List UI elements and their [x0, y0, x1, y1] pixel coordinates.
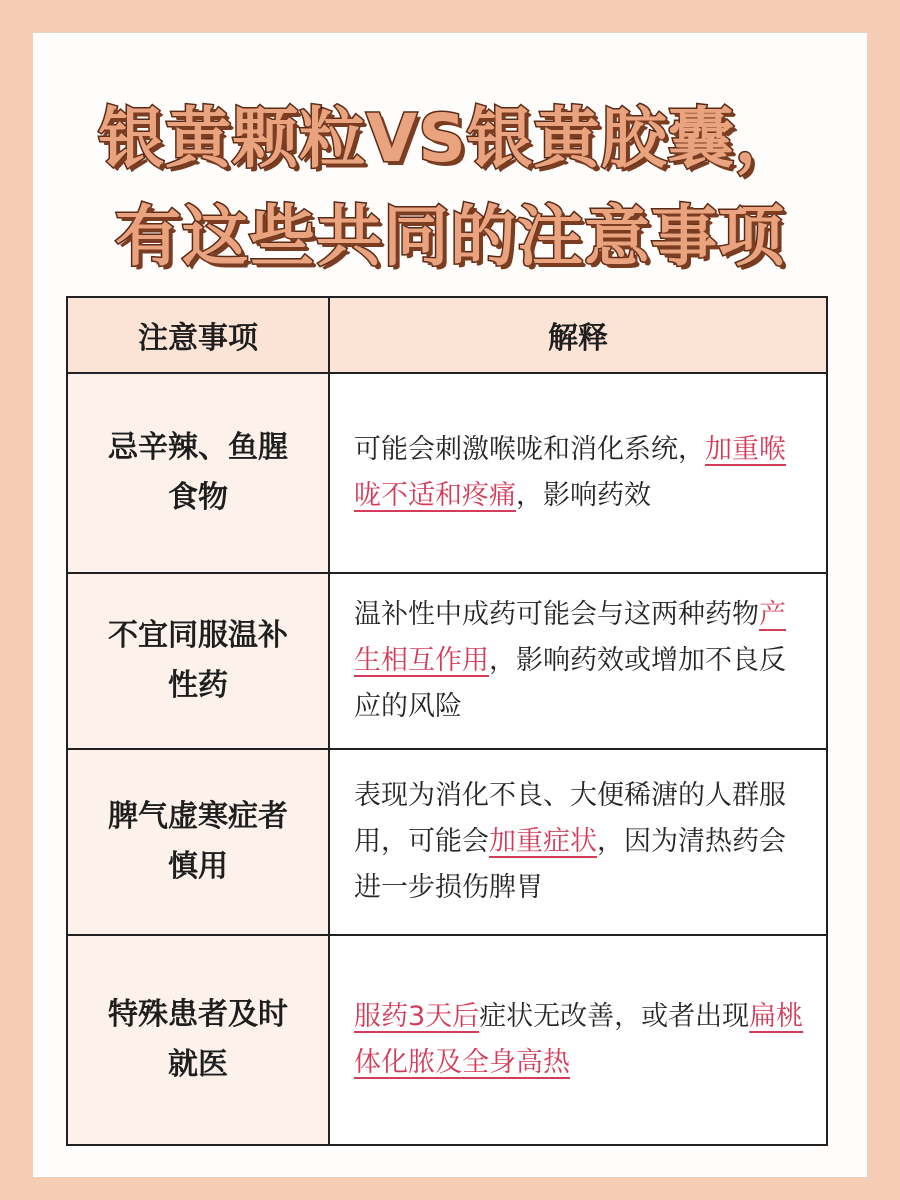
page-title-line-1: 银黄颗粒VS银黄胶囊，: [98, 100, 802, 177]
explanation-cell: [329, 573, 827, 749]
table-row: [67, 373, 827, 573]
page-title-line-2: 有这些共同的注意事项: [115, 198, 785, 275]
highlight-text: 加重喉咙不适和疼痛: [354, 434, 786, 511]
table-row: [67, 749, 827, 935]
highlight-text: 加重症状: [489, 826, 597, 857]
precaution-label: 不宜同服温补性药: [67, 573, 329, 749]
precaution-label: 脾气虚寒症者慎用: [67, 749, 329, 935]
explanation-cell: [329, 935, 827, 1145]
explanation-cell: [329, 749, 827, 935]
header-explanation: 解释: [329, 297, 827, 373]
explanation-text: ，影响药效: [516, 480, 651, 511]
explanation-text: 温补性中成药可能会与这两种药物: [354, 599, 759, 630]
content-card: [32, 32, 868, 1178]
highlight-text: 服药3天后: [354, 1001, 480, 1032]
table-row: [67, 573, 827, 749]
header-precaution: 注意事项: [67, 297, 329, 373]
explanation-text: 可能会刺激喉咙和消化系统，: [354, 434, 705, 465]
highlight-text: 扁桃体化脓及全身高热: [354, 1001, 804, 1078]
explanation-cell: [329, 373, 827, 573]
table-header-row: [67, 297, 827, 373]
explanation-text: 症状无改善，或者出现: [479, 1001, 750, 1032]
highlight-text: 产生相互作用: [354, 599, 786, 676]
table-row: [67, 935, 827, 1145]
precautions-table: [66, 296, 828, 1146]
explanation-text: ，影响药效或增加不良反应的风险: [354, 645, 786, 722]
precaution-label: 特殊患者及时就医: [67, 935, 329, 1145]
explanation-text: 表现为消化不良、大便稀溏的人群服用，可能会: [354, 780, 786, 857]
precaution-label: 忌辛辣、鱼腥食物: [67, 373, 329, 573]
explanation-text: ，因为清热药会进一步损伤脾胃: [354, 826, 786, 903]
